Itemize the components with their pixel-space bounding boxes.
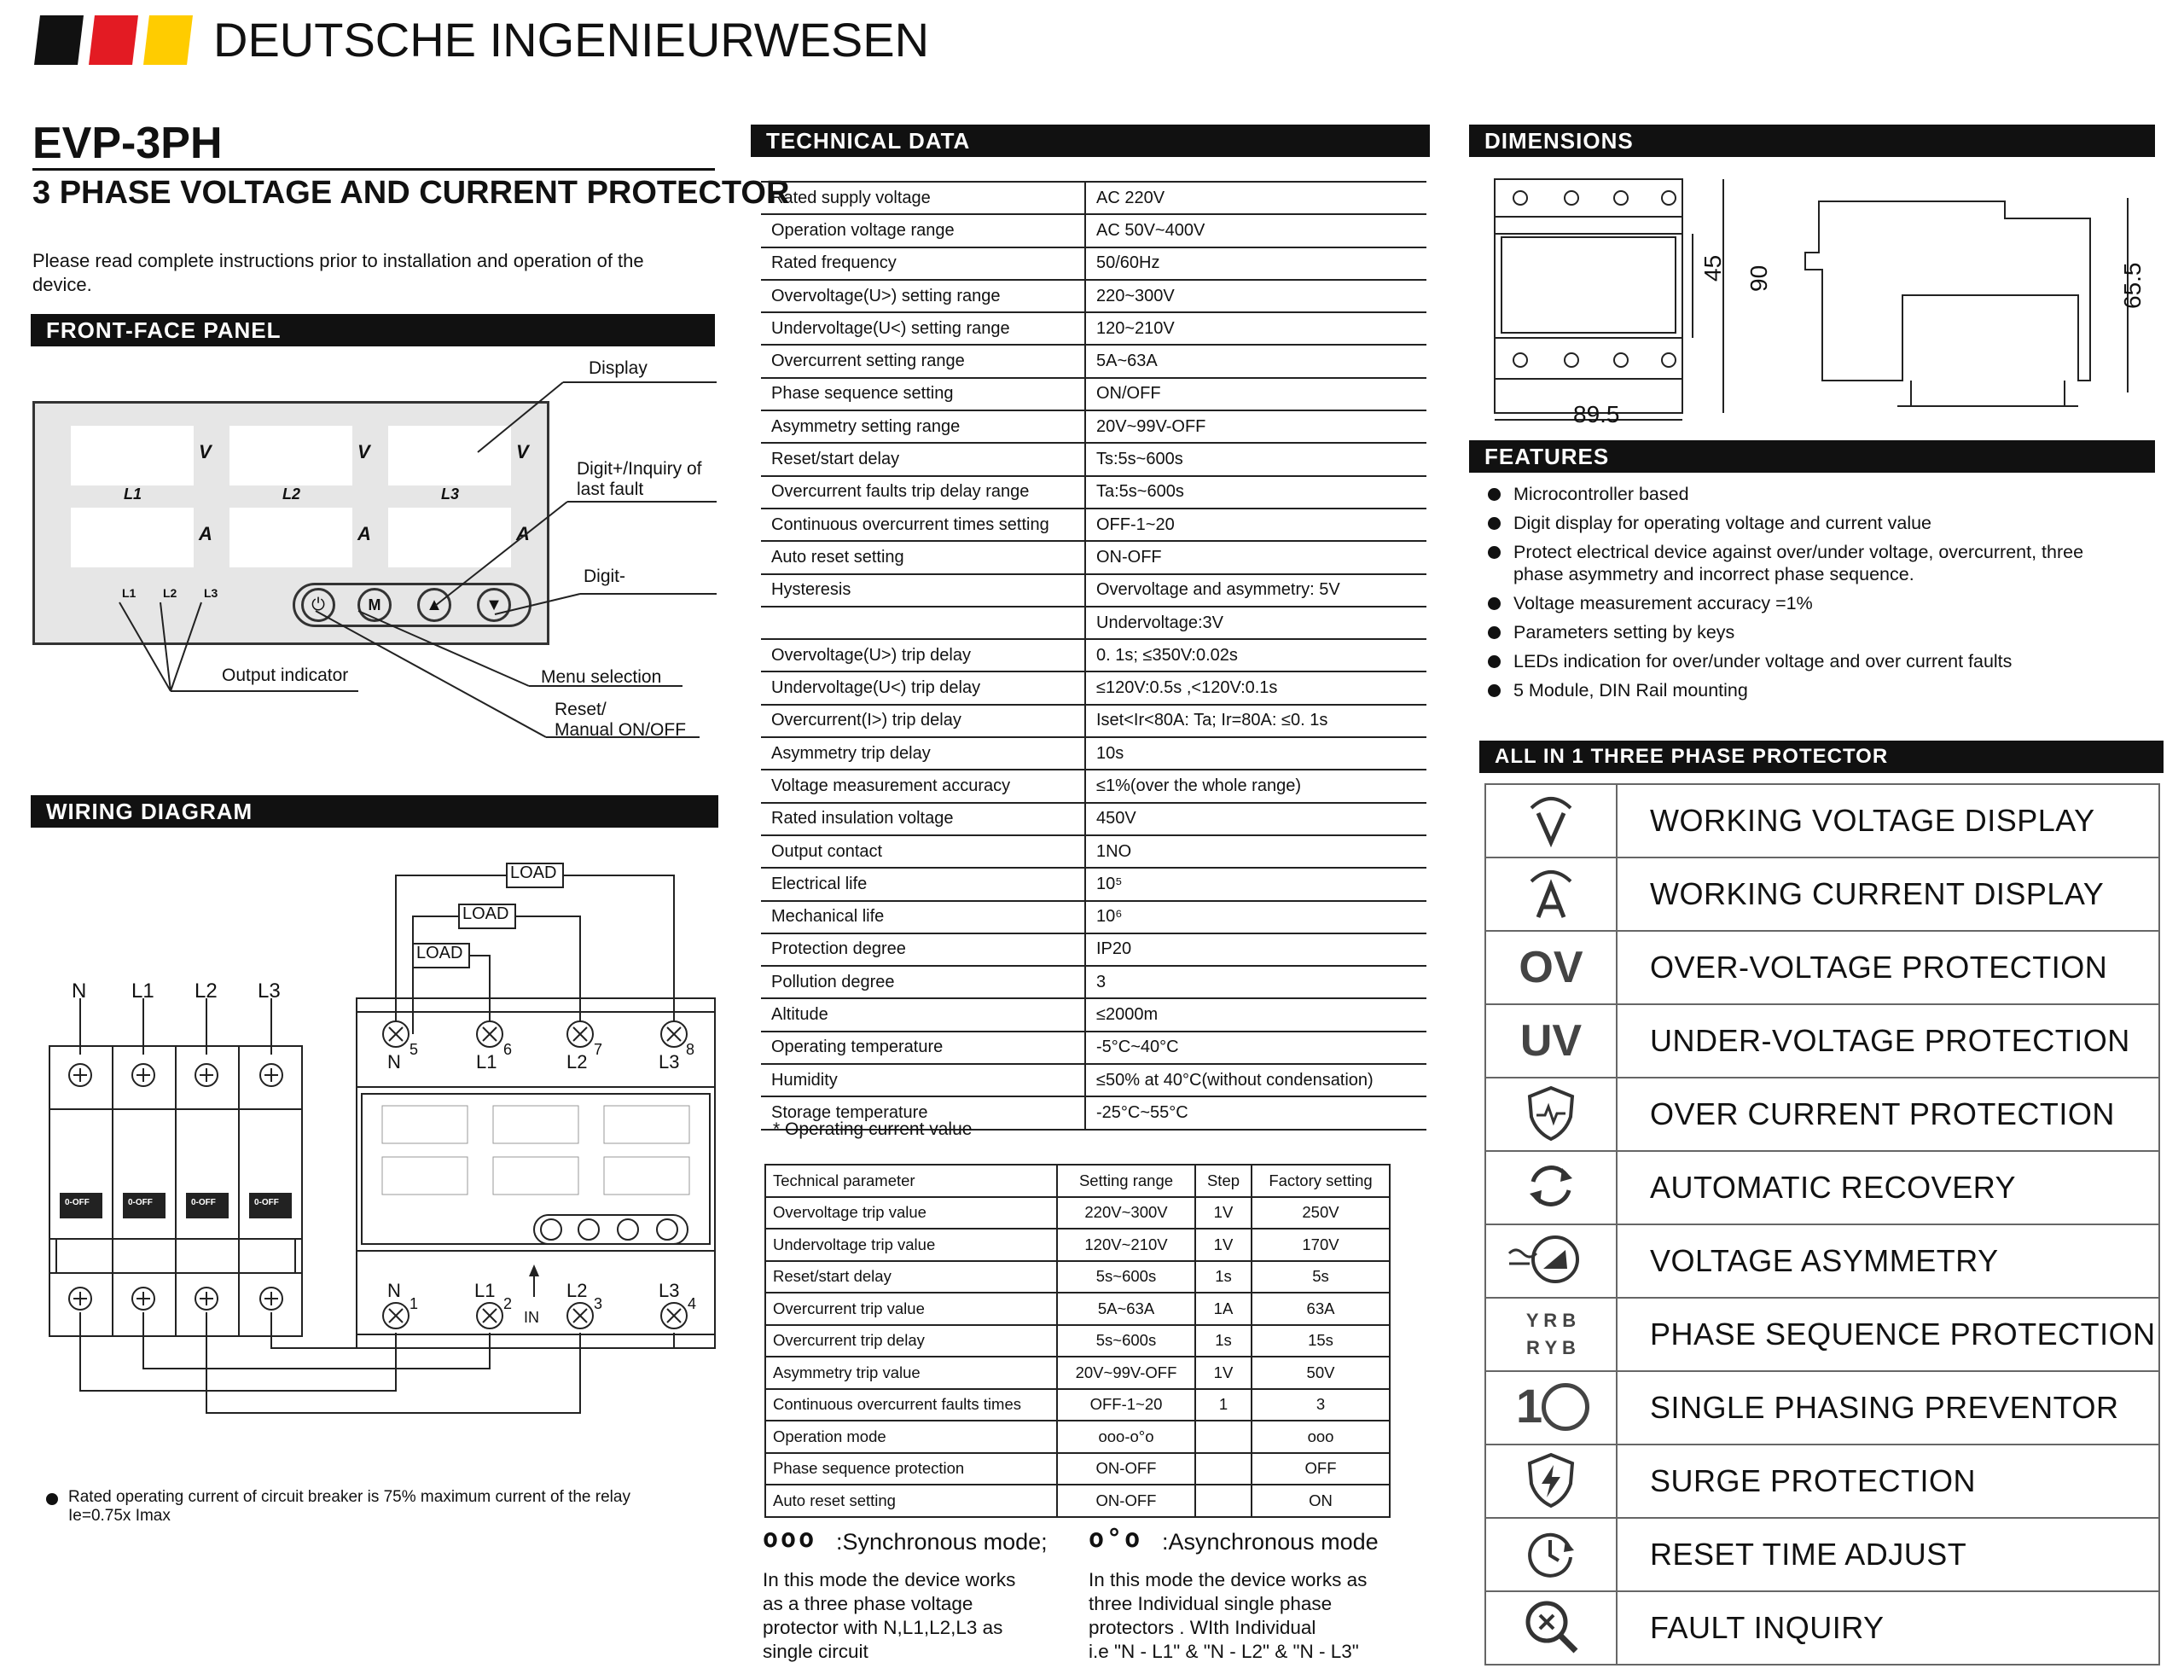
params-cell: 5s~600s [1057,1261,1195,1293]
params-table [764,1164,1391,1518]
protection-row [1485,1591,2159,1665]
callout-reset-2: Manual ON/OFF [555,720,687,740]
technical-row [761,671,1426,704]
bottom-terminal-sub: 2 [503,1295,513,1312]
params-cell: ON [1252,1485,1390,1517]
feature-item: Microcontroller based [1488,483,2111,505]
params-cell: Asymmetry trip value [765,1357,1057,1389]
title-rule [32,168,715,171]
async-text-line: three Individual single phase [1089,1593,1333,1614]
params-cell: 5A~63A [1057,1293,1195,1325]
params-cell: 250V [1252,1197,1390,1229]
brand-name: DEUTSCHE INGENIEURWESEN [213,13,930,67]
params-cell: ooo [1252,1421,1390,1453]
params-cell: 5s~600s [1057,1325,1195,1357]
unit-a: A [516,523,530,544]
unit-v: V [516,441,529,462]
params-row [765,1197,1390,1229]
callout-menu: Menu selection [541,667,662,687]
callout-reset: Reset/ [555,700,607,719]
wiring-note-bullet [46,1493,58,1505]
technical-value: ON-OFF [1085,541,1426,573]
technical-value: Overvoltage and asymmetry: 5V [1085,574,1426,607]
technical-row [761,378,1426,410]
supply-label: N [72,980,87,1003]
params-cell: 1s [1195,1325,1252,1357]
protection-label: UNDER-VOLTAGE PROTECTION [1617,1004,2159,1078]
technical-key: Rated insulation voltage [761,803,1085,835]
bottom-terminal-sub: 3 [594,1295,603,1312]
top-terminal-sub: 6 [503,1041,513,1058]
bottom-terminal-label: N [387,1280,401,1301]
params-cell [1195,1453,1252,1485]
technical-row [761,345,1426,377]
technical-key: Continuous overcurrent times setting [761,509,1085,541]
technical-value: -25°C~55°C [1085,1096,1426,1129]
technical-value: ON/OFF [1085,378,1426,410]
uv-icon: UV [1519,1016,1583,1066]
async-text [1089,1568,1367,1664]
feature-item: Voltage measurement accuracy =1% [1488,592,2111,614]
params-row [765,1453,1390,1485]
technical-row [761,868,1426,900]
protection-row [1485,1224,2159,1298]
features-list [1488,483,2111,708]
protection-label: AUTOMATIC RECOVERY [1617,1151,2159,1224]
feature-item: LEDs indication for over/under voltage and over current faults [1488,650,2111,672]
top-terminal-sub: 8 [686,1041,695,1058]
technical-value: 20V~99V-OFF [1085,410,1426,443]
protection-label: VOLTAGE ASYMMETRY [1617,1224,2159,1298]
technical-key: Electrical life [761,868,1085,900]
technical-row [761,639,1426,671]
technical-row [761,607,1426,639]
bottom-terminal-sub: 4 [688,1295,697,1312]
protection-row [1485,931,2159,1004]
technical-key: Rated frequency [761,247,1085,280]
technical-key: Asymmetry trip delay [761,737,1085,770]
protection-row [1485,1151,2159,1224]
protection-label: OVER CURRENT PROTECTION [1617,1078,2159,1151]
technical-value: ≤2000m [1085,998,1426,1031]
dimensions-header: DIMENSIONS [1469,125,2155,157]
params-cell: 15s [1252,1325,1390,1357]
technical-row [761,280,1426,312]
protection-label: SURGE PROTECTION [1617,1445,2159,1518]
wiring-note-2: Ie=0.75x Imax [68,1507,171,1525]
technical-key: Overcurrent(I>) trip delay [761,705,1085,737]
load-label: LOAD [462,904,509,923]
callout-digit-minus: Digit- [584,567,626,586]
bottom-terminal-label: L2 [566,1280,588,1301]
top-terminal-sub: 5 [410,1041,419,1058]
supply-label: L3 [258,980,281,1003]
technical-value: 120~210V [1085,312,1426,345]
technical-key: Asymmetry setting range [761,410,1085,443]
top-terminal-label: L3 [659,1051,680,1073]
technical-footnote: * Operating current value [773,1119,973,1139]
params-header: Step [1195,1165,1252,1197]
params-cell: Auto reset setting [765,1485,1057,1517]
fault-search-icon [1521,1596,1581,1656]
technical-key: Overcurrent setting range [761,345,1085,377]
callout-digit-plus-2: last fault [577,480,644,499]
technical-row [761,705,1426,737]
sync-text-line: protector with N,L1,L2,L3 as [763,1617,1003,1638]
params-row [765,1325,1390,1357]
top-terminal-label: N [387,1051,401,1073]
technical-value: 10⁶ [1085,901,1426,933]
technical-value: 3 [1085,966,1426,998]
load-label: LOAD [510,863,557,882]
unit-v: V [199,441,212,462]
technical-value: AC 220V [1085,182,1426,214]
params-cell: Overvoltage trip value [765,1197,1057,1229]
bottom-terminal-label: L3 [659,1280,680,1301]
params-cell: 1V [1195,1357,1252,1389]
load-label: LOAD [416,944,463,962]
sync-title: :Synchronous mode; [836,1529,1048,1555]
technical-value: AC 50V~400V [1085,214,1426,247]
in-label: IN [524,1309,539,1326]
asymmetry-icon [1504,1229,1598,1289]
callout-digit-plus: Digit+/Inquiry of [577,459,702,479]
params-row [765,1261,1390,1293]
technical-key: Altitude [761,998,1085,1031]
technical-value: Ta:5s~600s [1085,476,1426,509]
protection-label: WORKING CURRENT DISPLAY [1617,857,2159,931]
dimensions-drawing [1467,167,2158,432]
technical-value: 10⁵ [1085,868,1426,900]
params-row [765,1389,1390,1421]
params-cell: Reset/start delay [765,1261,1057,1293]
protection-row [1485,1445,2159,1518]
params-cell: Overcurrent trip value [765,1293,1057,1325]
technical-value: 0. 1s; ≤350V:0.02s [1085,639,1426,671]
params-row [765,1293,1390,1325]
technical-row [761,803,1426,835]
front-panel-header: FRONT-FACE PANEL [31,314,715,346]
technical-value: ≤1%(over the whole range) [1085,770,1426,802]
params-cell: 3 [1252,1389,1390,1421]
technical-key: Overvoltage(U>) setting range [761,280,1085,312]
params-header: Factory setting [1252,1165,1390,1197]
technical-value: Ts:5s~600s [1085,443,1426,475]
technical-key: Operating temperature [761,1032,1085,1064]
technical-row [761,770,1426,802]
technical-key: Undervoltage(U<) setting range [761,312,1085,345]
technical-row [761,214,1426,247]
params-cell [1195,1421,1252,1453]
callout-display: Display [589,358,648,378]
protection-label: WORKING VOLTAGE DISPLAY [1617,784,2159,857]
supply-label: L2 [195,980,218,1003]
sync-text-line: In this mode the device works [763,1569,1016,1590]
protection-row [1485,1518,2159,1591]
protection-row [1485,784,2159,857]
protection-row [1485,1078,2159,1151]
params-cell: 1s [1195,1261,1252,1293]
technical-row [761,541,1426,573]
technical-row [761,574,1426,607]
technical-key: Overvoltage(U>) trip delay [761,639,1085,671]
params-cell: 170V [1252,1229,1390,1261]
technical-header: TECHNICAL DATA [751,125,1430,157]
feature-item: 5 Module, DIN Rail mounting [1488,679,2111,701]
wiring-header: WIRING DIAGRAM [31,795,718,828]
intro-text: Please read complete instructions prior to installation and operation of the device. [32,250,644,295]
bottom-terminal-label: L1 [474,1280,496,1301]
technical-key: Overcurrent faults trip delay range [761,476,1085,509]
breaker-label: 0-OFF [191,1198,216,1207]
technical-table [761,181,1426,1131]
ov-icon: OV [1519,943,1583,992]
technical-row [761,443,1426,475]
params-cell: 5s [1252,1261,1390,1293]
technical-key: Output contact [761,835,1085,868]
phase-label: L3 [441,485,460,503]
params-cell: OFF [1252,1453,1390,1485]
wiring-diagram [0,836,725,1450]
protection-row [1485,1004,2159,1078]
async-text-line: protectors . WIth Individual [1089,1617,1316,1638]
technical-row [761,410,1426,443]
params-cell: 1V [1195,1229,1252,1261]
params-cell: 50V [1252,1357,1390,1389]
allinone-header: ALL IN 1 THREE PHASE PROTECTOR [1479,741,2164,773]
dim-h1: 45 [1699,254,1726,282]
params-row [765,1357,1390,1389]
led-label: L3 [204,586,218,600]
technical-key: Auto reset setting [761,541,1085,573]
product-name: 3 PHASE VOLTAGE AND CURRENT PROTECTOR [32,175,790,211]
params-header: Technical parameter [765,1165,1057,1197]
async-title: :Asynchronous mode [1162,1529,1379,1555]
params-header: Setting range [1057,1165,1195,1197]
params-row [765,1229,1390,1261]
technical-row [761,509,1426,541]
technical-row [761,1064,1426,1096]
technical-row [761,998,1426,1031]
protection-label: RESET TIME ADJUST [1617,1518,2159,1591]
params-cell: 1A [1195,1293,1252,1325]
dim-depth: 65.5 [2119,262,2146,309]
current-icon [1521,863,1581,922]
phase-label: L2 [282,485,301,503]
unit-v: V [357,441,370,462]
protection-row [1485,857,2159,931]
supply-label: L1 [131,980,154,1003]
technical-key: Storage temperature [761,1096,1085,1129]
sync-text [763,1568,1015,1664]
technical-value: Iset<Ir<80A: Ta; Ir=80A: ≤0. 1s [1085,705,1426,737]
single-phase-icon: 1 [1513,1376,1589,1436]
sync-glyph: ooo [763,1524,817,1554]
top-terminal-sub: 7 [594,1041,603,1058]
technical-row [761,901,1426,933]
params-cell: 220V~300V [1057,1197,1195,1229]
technical-value: 1NO [1085,835,1426,868]
params-cell: 63A [1252,1293,1390,1325]
async-text-line: In this mode the device works as [1089,1569,1368,1590]
params-cell: Phase sequence protection [765,1453,1057,1485]
protection-row [1485,1371,2159,1445]
protection-table [1484,783,2160,1665]
technical-row [761,835,1426,868]
callout-lines [0,358,725,751]
technical-row [761,182,1426,214]
surge-shield-icon [1521,1450,1581,1509]
params-cell: ooo-o°o [1057,1421,1195,1453]
feature-item: Parameters setting by keys [1488,621,2111,643]
product-model: EVP-3PH [32,119,223,168]
params-cell: Undervoltage trip value [765,1229,1057,1261]
phase-sequence-icon: Y R B R Y B [1525,1310,1577,1358]
async-glyph: o°o [1089,1524,1143,1554]
technical-value: ≤120V:0.5s ,<120V:0.1s [1085,671,1426,704]
params-cell: ON-OFF [1057,1453,1195,1485]
bottom-terminal-sub: 1 [410,1295,419,1312]
technical-value: 50/60Hz [1085,247,1426,280]
technical-value: 450V [1085,803,1426,835]
technical-key: Undervoltage(U<) trip delay [761,671,1085,704]
technical-row [761,312,1426,345]
technical-value: ≤50% at 40°C(without condensation) [1085,1064,1426,1096]
technical-key: Operation voltage range [761,214,1085,247]
technical-key: Phase sequence setting [761,378,1085,410]
phase-label: L1 [124,485,142,503]
flag-logo [34,15,196,65]
recovery-icon [1521,1156,1581,1216]
params-row [765,1421,1390,1453]
protection-label: SINGLE PHASING PREVENTOR [1617,1371,2159,1445]
dim-width: 89.5 [1573,401,1620,427]
technical-key: Rated supply voltage [761,182,1085,214]
led-label: L2 [163,586,177,600]
technical-value: 220~300V [1085,280,1426,312]
feature-item: Digit display for operating voltage and current value [1488,512,2111,534]
sync-text-line: as a three phase voltage [763,1593,973,1614]
params-cell: 20V~99V-OFF [1057,1357,1195,1389]
technical-key: Reset/start delay [761,443,1085,475]
params-cell: Continuous overcurrent faults times [765,1389,1057,1421]
params-cell: 1 [1195,1389,1252,1421]
protection-row [1485,1298,2159,1371]
technical-value: -5°C~40°C [1085,1032,1426,1064]
power-button[interactable]: ⏻ [301,588,335,622]
params-cell: 1V [1195,1197,1252,1229]
shield-pulse-icon [1521,1083,1581,1142]
technical-key: Humidity [761,1064,1085,1096]
technical-key [761,607,1085,639]
breaker-label: 0-OFF [128,1198,153,1207]
top-terminal-label: L1 [476,1051,497,1073]
async-text-line: i.e "N - L1" & "N - L2" & "N - L3" [1089,1641,1359,1662]
breaker-label: 0-OFF [254,1198,279,1207]
params-cell: ON-OFF [1057,1485,1195,1517]
up-button[interactable]: ▲ [417,588,451,622]
callout-output: Output indicator [222,666,349,685]
technical-row [761,737,1426,770]
technical-key: Hysteresis [761,574,1085,607]
dim-h2: 90 [1745,264,1772,292]
technical-key: Pollution degree [761,966,1085,998]
technical-row [761,247,1426,280]
unit-a: A [199,523,212,544]
voltage-icon [1521,789,1581,849]
technical-key: Mechanical life [761,901,1085,933]
protection-label: PHASE SEQUENCE PROTECTION [1617,1298,2159,1371]
unit-a: A [357,523,371,544]
technical-value: 10s [1085,737,1426,770]
params-cell: Operation mode [765,1421,1057,1453]
params-cell: OFF-1~20 [1057,1389,1195,1421]
technical-key: Protection degree [761,933,1085,966]
down-button[interactable]: ▼ [477,588,511,622]
breaker-label: 0-OFF [65,1198,90,1207]
technical-value: IP20 [1085,933,1426,966]
params-cell [1195,1485,1252,1517]
technical-row [761,966,1426,998]
technical-row [761,476,1426,509]
technical-value: OFF-1~20 [1085,509,1426,541]
technical-value: 5A~63A [1085,345,1426,377]
menu-button[interactable]: M [357,588,392,622]
led-label: L1 [122,586,136,600]
technical-row [761,933,1426,966]
features-header: FEATURES [1469,440,2155,473]
top-terminal-label: L2 [566,1051,588,1073]
sync-text-line: single circuit [763,1641,868,1662]
params-cell: 120V~210V [1057,1229,1195,1261]
params-row [765,1485,1390,1517]
technical-key: Voltage measurement accuracy [761,770,1085,802]
params-cell: Overcurrent trip delay [765,1325,1057,1357]
feature-item: Protect electrical device against over/under voltage, overcurrent, three phase asymmetry and incorrect phase sequence. [1488,541,2111,585]
technical-row [761,1032,1426,1064]
wiring-note: Rated operating current of circuit breaker is 75% maximum current of the relay [68,1488,630,1506]
technical-value: Undervoltage:3V [1085,607,1426,639]
protection-label: FAULT INQUIRY [1617,1591,2159,1665]
timer-icon [1521,1523,1581,1583]
protection-label: OVER-VOLTAGE PROTECTION [1617,931,2159,1004]
